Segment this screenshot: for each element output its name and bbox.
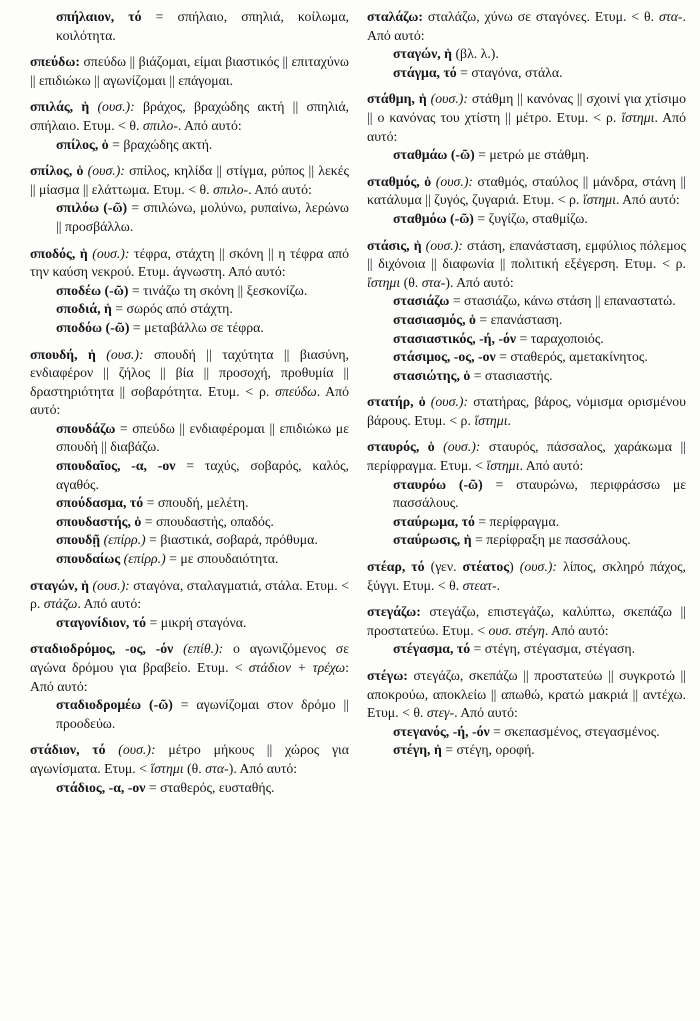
definition-text: . Από αυτό:: [454, 705, 518, 721]
headword: στέγασμα, τό: [393, 641, 474, 657]
headword: στασιάζω: [393, 293, 453, 309]
derivative-line: [367, 45, 686, 64]
derivative-line: [30, 282, 349, 301]
definition-text: = επανάσταση.: [479, 311, 563, 327]
headword: σπίλος, ὁ: [30, 163, 88, 179]
grammar-or-root-label: (επίθ.):: [183, 641, 224, 657]
definition-text: . Από αυτό:: [367, 109, 686, 144]
definition-text: (βλ. λ.).: [455, 46, 499, 62]
grammar-or-root-label: (ουσ.):: [519, 559, 557, 575]
grammar-or-root-label: σπιλο-: [213, 181, 249, 197]
derivative-line: [367, 367, 686, 386]
grammar-or-root-label: (ουσ.):: [430, 91, 468, 107]
headword: στέατος: [462, 559, 510, 575]
definition-text: τέφρα, στάχτη || σκόνη || η τέφρα από την καύση νεκρού. Ετυμ. άγνωστη. Από αυτό:: [30, 245, 349, 280]
derivative-line: [30, 614, 349, 633]
derivative-line: [30, 319, 349, 338]
definition-text: = σπουδαστής, οπαδός.: [144, 513, 274, 529]
headword: σταυρός, ὁ: [367, 439, 444, 455]
derivative-line: [367, 146, 686, 165]
derivative-line: [30, 531, 349, 550]
derivative-line: [30, 8, 349, 45]
grammar-or-root-label: (ουσ.):: [430, 394, 469, 410]
headword: σπιλάς, ἡ: [30, 99, 98, 115]
derivative-line: [30, 779, 349, 798]
dictionary-entry: [30, 741, 349, 778]
definition-text: = σκεπασμένος, στεγασμένος.: [493, 723, 660, 739]
definition-text: (γεν.: [430, 559, 463, 575]
grammar-or-root-label: (ουσ.):: [435, 173, 474, 189]
grammar-or-root-label: ἵστημι: [486, 458, 520, 474]
definition-text: = σπεύδω || ενδιαφέρομαι || επιδιώκω με σπουδή || διαβάζω.: [56, 420, 349, 455]
headword: σποδόω (-ῶ): [56, 319, 133, 335]
headword: στέγω:: [367, 668, 408, 683]
headword: στάσις, ἡ: [367, 237, 426, 253]
grammar-or-root-label: ἵστημι: [367, 274, 401, 290]
headword: σταύρωμα, τό: [393, 513, 479, 529]
definition-text: = ζυγίζω, σταθμίζω.: [477, 210, 588, 226]
definition-text: στάθμη || κανόνας || σχοινί για χτίσιμο || ο κανόνας του χτίστη || μέτρο. Ετυμ. < ρ.: [367, 91, 687, 125]
grammar-or-root-label: (ουσ.):: [92, 245, 130, 261]
definition-text: λίπος, σκληρό πάχος, ξύγγι. Ετυμ. < θ.: [367, 559, 687, 593]
dictionary-entry: [367, 8, 686, 45]
dictionary-entry: [367, 558, 686, 595]
dictionary-entry: [30, 346, 349, 420]
dictionary-entry: [30, 98, 349, 135]
definition-text: = σπήλαιο, σπηλιά, κοίλωμα, κοιλότητα.: [56, 9, 350, 43]
derivative-line: [367, 64, 686, 83]
headword: σπήλαιον, τό: [56, 9, 156, 24]
grammar-or-root-label: στάζω: [43, 596, 78, 612]
dictionary-entry: [367, 237, 686, 293]
dictionary-entry: [367, 603, 686, 640]
derivative-line: [30, 199, 349, 236]
dictionary-entry: [30, 577, 349, 614]
definition-text: ο αγωνιζόμενος σε αγώνα δρόμου για βραβείο. Ετυμ. <: [30, 641, 349, 675]
headword: σπουδαίως: [56, 551, 124, 567]
grammar-or-root-label: ουσ. στέγη: [488, 622, 545, 638]
dictionary-entry: [367, 393, 686, 430]
headword: σπουδαῖος, -α, -ον: [56, 458, 187, 474]
definition-text: στατήρας, βάρος, νόμισμα ορισμένου βάρους. Ετυμ. < ρ.: [367, 394, 687, 428]
definition-text: = ταχύς, σοβαρός, καλός, αγαθός.: [56, 458, 349, 492]
headword: σταγονίδιον, τό: [56, 614, 150, 630]
grammar-or-root-label: σπεύδω: [275, 383, 317, 399]
headword: σπιλόω (-ῶ): [56, 200, 132, 216]
dictionary-entry: [367, 90, 686, 146]
headword: σποδιά, ἡ: [56, 301, 116, 317]
headword: στασιώτης, ὁ: [393, 367, 474, 383]
headword: στέγη, ἡ: [393, 742, 446, 758]
definition-text: σταυρός, πάσσαλος, χαράκωμα || περίφραγμα. Ετυμ. <: [367, 439, 686, 474]
headword: στάδιον, τό: [30, 742, 119, 758]
dictionary-entry: [30, 640, 349, 696]
definition-text: στεγάζω, σκεπάζω || προστατεύω || συγκροτώ || αποκρούω, αποκλείω || απωθώ, κρατώ μακριά || αντέχω. Ετυμ. < θ.: [367, 668, 686, 721]
headword: σποδέω (-ῶ): [56, 282, 132, 298]
definition-text: = σπουδή, μελέτη.: [146, 495, 249, 511]
headword: στάσιμος, -ος, -ον: [393, 349, 500, 365]
definition-text: = μετρώ με στάθμη.: [478, 147, 590, 163]
headword: σπουδῇ: [56, 532, 104, 548]
definition-text: = με σπουδαιότητα.: [165, 551, 279, 567]
headword: σταδιοδρομέω (-ῶ): [56, 697, 181, 713]
grammar-or-root-label: στεατ-: [462, 577, 497, 593]
derivative-line: [30, 136, 349, 155]
grammar-or-root-label: ἵστημι: [150, 760, 184, 776]
grammar-or-root-label: στεγ-: [426, 705, 455, 721]
column-left: [30, 8, 349, 1021]
definition-text: . Από αυτό:: [615, 192, 680, 208]
grammar-or-root-label: (ουσ.):: [92, 577, 130, 593]
derivative-line: [367, 640, 686, 659]
definition-text: = βραχώδης ακτή.: [112, 136, 213, 152]
derivative-line: [30, 300, 349, 319]
definition-text: = μικρή σταγόνα.: [149, 614, 247, 630]
definition-text: . Από αυτό:: [544, 622, 609, 638]
derivative-line: [367, 330, 686, 349]
headword: στασιαστικός, -ή, -όν: [393, 330, 520, 346]
headword: σπούδασμα, τό: [56, 495, 147, 511]
definition-text: σταλάζω, χύνω σε σταγόνες. Ετυμ. < θ.: [422, 9, 659, 24]
definition-text: .: [496, 577, 501, 593]
definition-text: ). Από αυτό:: [228, 760, 298, 776]
grammar-or-root-label: (ουσ.):: [118, 742, 156, 758]
definition-text: . Από αυτό:: [248, 181, 312, 197]
headword: σταθμός, ὁ: [367, 173, 436, 189]
grammar-or-root-label: σπιλο-: [142, 117, 178, 133]
derivative-line: [367, 531, 686, 550]
definition-text: = περίφραξη με πασσάλους.: [474, 532, 631, 548]
dictionary-entry: [30, 162, 349, 199]
derivative-line: [367, 348, 686, 367]
definition-text: = σταυρώνω, περιφράσσω με πασσάλους.: [393, 476, 687, 511]
dictionary-entry: [367, 667, 686, 723]
definition-text: = σωρός από στάχτη.: [115, 301, 233, 317]
definition-text: ): [509, 559, 520, 575]
derivative-line: [367, 741, 686, 760]
derivative-line: [30, 420, 349, 457]
definition-text: = ταραχοποιός.: [519, 330, 604, 346]
definition-text: (θ.: [400, 274, 422, 290]
derivative-line: [30, 550, 349, 569]
grammar-or-root-label: στα-: [421, 274, 446, 290]
headword: σπουδάζω: [56, 420, 120, 436]
headword: σταδιοδρόμος, -ος, -όν: [30, 641, 184, 657]
grammar-or-root-label: (ουσ.):: [106, 346, 144, 362]
headword: στεγανός, -ή, -όν: [393, 723, 494, 739]
derivative-line: [367, 476, 686, 513]
definition-text: = σταγόνα, στάλα.: [460, 64, 563, 80]
definition-text: (θ.: [183, 760, 206, 776]
definition-text: μέτρο μήκους || χώρος για αγωνίσματα. Ετυμ. <: [30, 742, 349, 776]
column-right: [367, 8, 686, 1021]
headword: στάδιος, -α, -ον: [56, 779, 149, 795]
grammar-or-root-label: (ουσ.):: [425, 237, 463, 253]
definition-text: . Από αυτό:: [367, 9, 686, 43]
grammar-or-root-label: (ουσ.):: [97, 99, 135, 115]
headword: σποδός, ἡ: [30, 245, 93, 261]
grammar-or-root-label: (ουσ.):: [87, 163, 125, 179]
definition-text: στάση, επανάσταση, εμφύλιος πόλεμος || διχόνοια || διαφωνία || πολιτική εξέγερση. Ετυμ. < ρ.: [367, 237, 686, 272]
definition-text: στεγάζω, επιστεγάζω, καλύπτω, σκεπάζω || προστατεύω. Ετυμ. <: [367, 604, 686, 638]
definition-text: = μεταβάλλω σε τέφρα.: [132, 319, 264, 335]
headword: στέαρ, τό: [367, 559, 431, 575]
derivative-line: [367, 210, 686, 229]
definition-text: σπεύδω || βιάζομαι, είμαι βιαστικός || επιταχύνω || επιδιώκω || αγωνίζομαι || επάγομαι.: [30, 54, 349, 88]
dictionary-entry: [367, 173, 686, 210]
definition-text: = στασιάζω, κάνω στάση || επαναστατώ.: [452, 293, 676, 309]
definition-text: ). Από αυτό:: [445, 274, 514, 290]
headword: σταγών, ἡ: [393, 46, 456, 62]
headword: σταλάζω:: [367, 9, 423, 24]
headword: στασιασμός, ὁ: [393, 311, 480, 327]
headword: στατήρ, ὁ: [367, 394, 431, 410]
dictionary-entry: [30, 245, 349, 282]
grammar-or-root-label: (επίρρ.): [103, 532, 146, 548]
derivative-line: [367, 513, 686, 532]
grammar-or-root-label: (επίρρ.): [123, 551, 166, 567]
definition-text: = περίφραγμα.: [478, 513, 560, 529]
headword: σταυρόω (-ῶ): [393, 476, 496, 492]
definition-text: = σταθερός, αμετακίνητος.: [499, 349, 648, 365]
grammar-or-root-label: ἵστημι: [621, 109, 655, 125]
definition-text: = βιαστικά, σοβαρά, πρόθυμα.: [145, 532, 318, 548]
definition-text: = στέγη, οροφή.: [445, 742, 535, 758]
grammar-or-root-label: ἵστημι: [474, 412, 508, 428]
derivative-line: [30, 494, 349, 513]
derivative-line: [30, 457, 349, 494]
definition-text: σταγόνα, σταλαγματιά, στάλα. Ετυμ. < ρ.: [30, 577, 349, 612]
definition-text: . Από αυτό:: [30, 383, 349, 418]
headword: στάγμα, τό: [393, 64, 461, 80]
derivative-line: [367, 292, 686, 311]
headword: σπουδή, ἡ: [30, 346, 107, 362]
headword: σταθμάω (-ῶ): [393, 147, 479, 163]
grammar-or-root-label: ἵστημι: [582, 192, 616, 208]
definition-text: σταθμός, σταύλος || μάνδρα, στάνη || κατάλυμα || ζυγός, ζυγαριά. Ετυμ. < ρ.: [367, 173, 686, 208]
headword: σταθμόω (-ῶ): [393, 210, 478, 226]
grammar-or-root-label: στα-: [205, 760, 229, 776]
definition-text: = σταθερός, ευσταθής.: [148, 779, 275, 795]
headword: σπίλος, ὁ: [56, 136, 113, 152]
headword: σταύρωσις, ἡ: [393, 532, 475, 548]
definition-text: : Από αυτό:: [30, 660, 350, 694]
grammar-or-root-label: (ουσ.):: [443, 439, 481, 455]
dictionary-entry: [30, 53, 349, 90]
headword: στεγάζω:: [367, 604, 421, 620]
definition-text: = σπιλώνω, μολύνω, ρυπαίνω, λερώνω || προσβάλλω.: [56, 200, 349, 234]
headword: σταγών, ἡ: [30, 577, 93, 593]
derivative-line: [30, 513, 349, 532]
headword: στάθμη, ἡ: [367, 91, 431, 107]
definition-text: = στέγη, στέγασμα, στέγαση.: [473, 641, 636, 657]
derivative-line: [367, 723, 686, 742]
definition-text: σπουδή || ταχύτητα || βιασύνη, ενδιαφέρον || ζήλος || βία || προσοχή, προθυμία || δραστηριότητα || σοβαρότητα. Ετυμ. < ρ.: [30, 346, 349, 399]
definition-text: . Από αυτό:: [177, 117, 242, 133]
derivative-line: [367, 311, 686, 330]
definition-text: = στασιαστής.: [473, 367, 553, 383]
grammar-or-root-label: στάδιον + τρέχω: [248, 660, 346, 675]
definition-text: = τινάζω τη σκόνη || ξεσκονίζω.: [131, 282, 308, 298]
grammar-or-root-label: στα-: [658, 9, 683, 24]
headword: σπεύδω:: [30, 54, 80, 70]
dictionary-entry: [367, 438, 686, 475]
definition-text: .: [507, 412, 511, 428]
headword: σπουδαστής, ὁ: [56, 513, 145, 529]
definition-text: . Από αυτό:: [519, 458, 584, 474]
derivative-line: [30, 696, 349, 733]
definition-text: . Από αυτό:: [77, 596, 142, 612]
definition-text: σπίλος, κηλίδα || στίγμα, ρύπος || λεκές || μίασμα || ελάττωμα. Ετυμ. < θ.: [30, 163, 349, 197]
definition-text: = αγωνίζομαι στον δρόμο || προοδεύω.: [56, 697, 349, 731]
definition-text: βράχος, βραχώδης ακτή || σπηλιά, σπήλαιο. Ετυμ. < θ.: [30, 99, 349, 133]
